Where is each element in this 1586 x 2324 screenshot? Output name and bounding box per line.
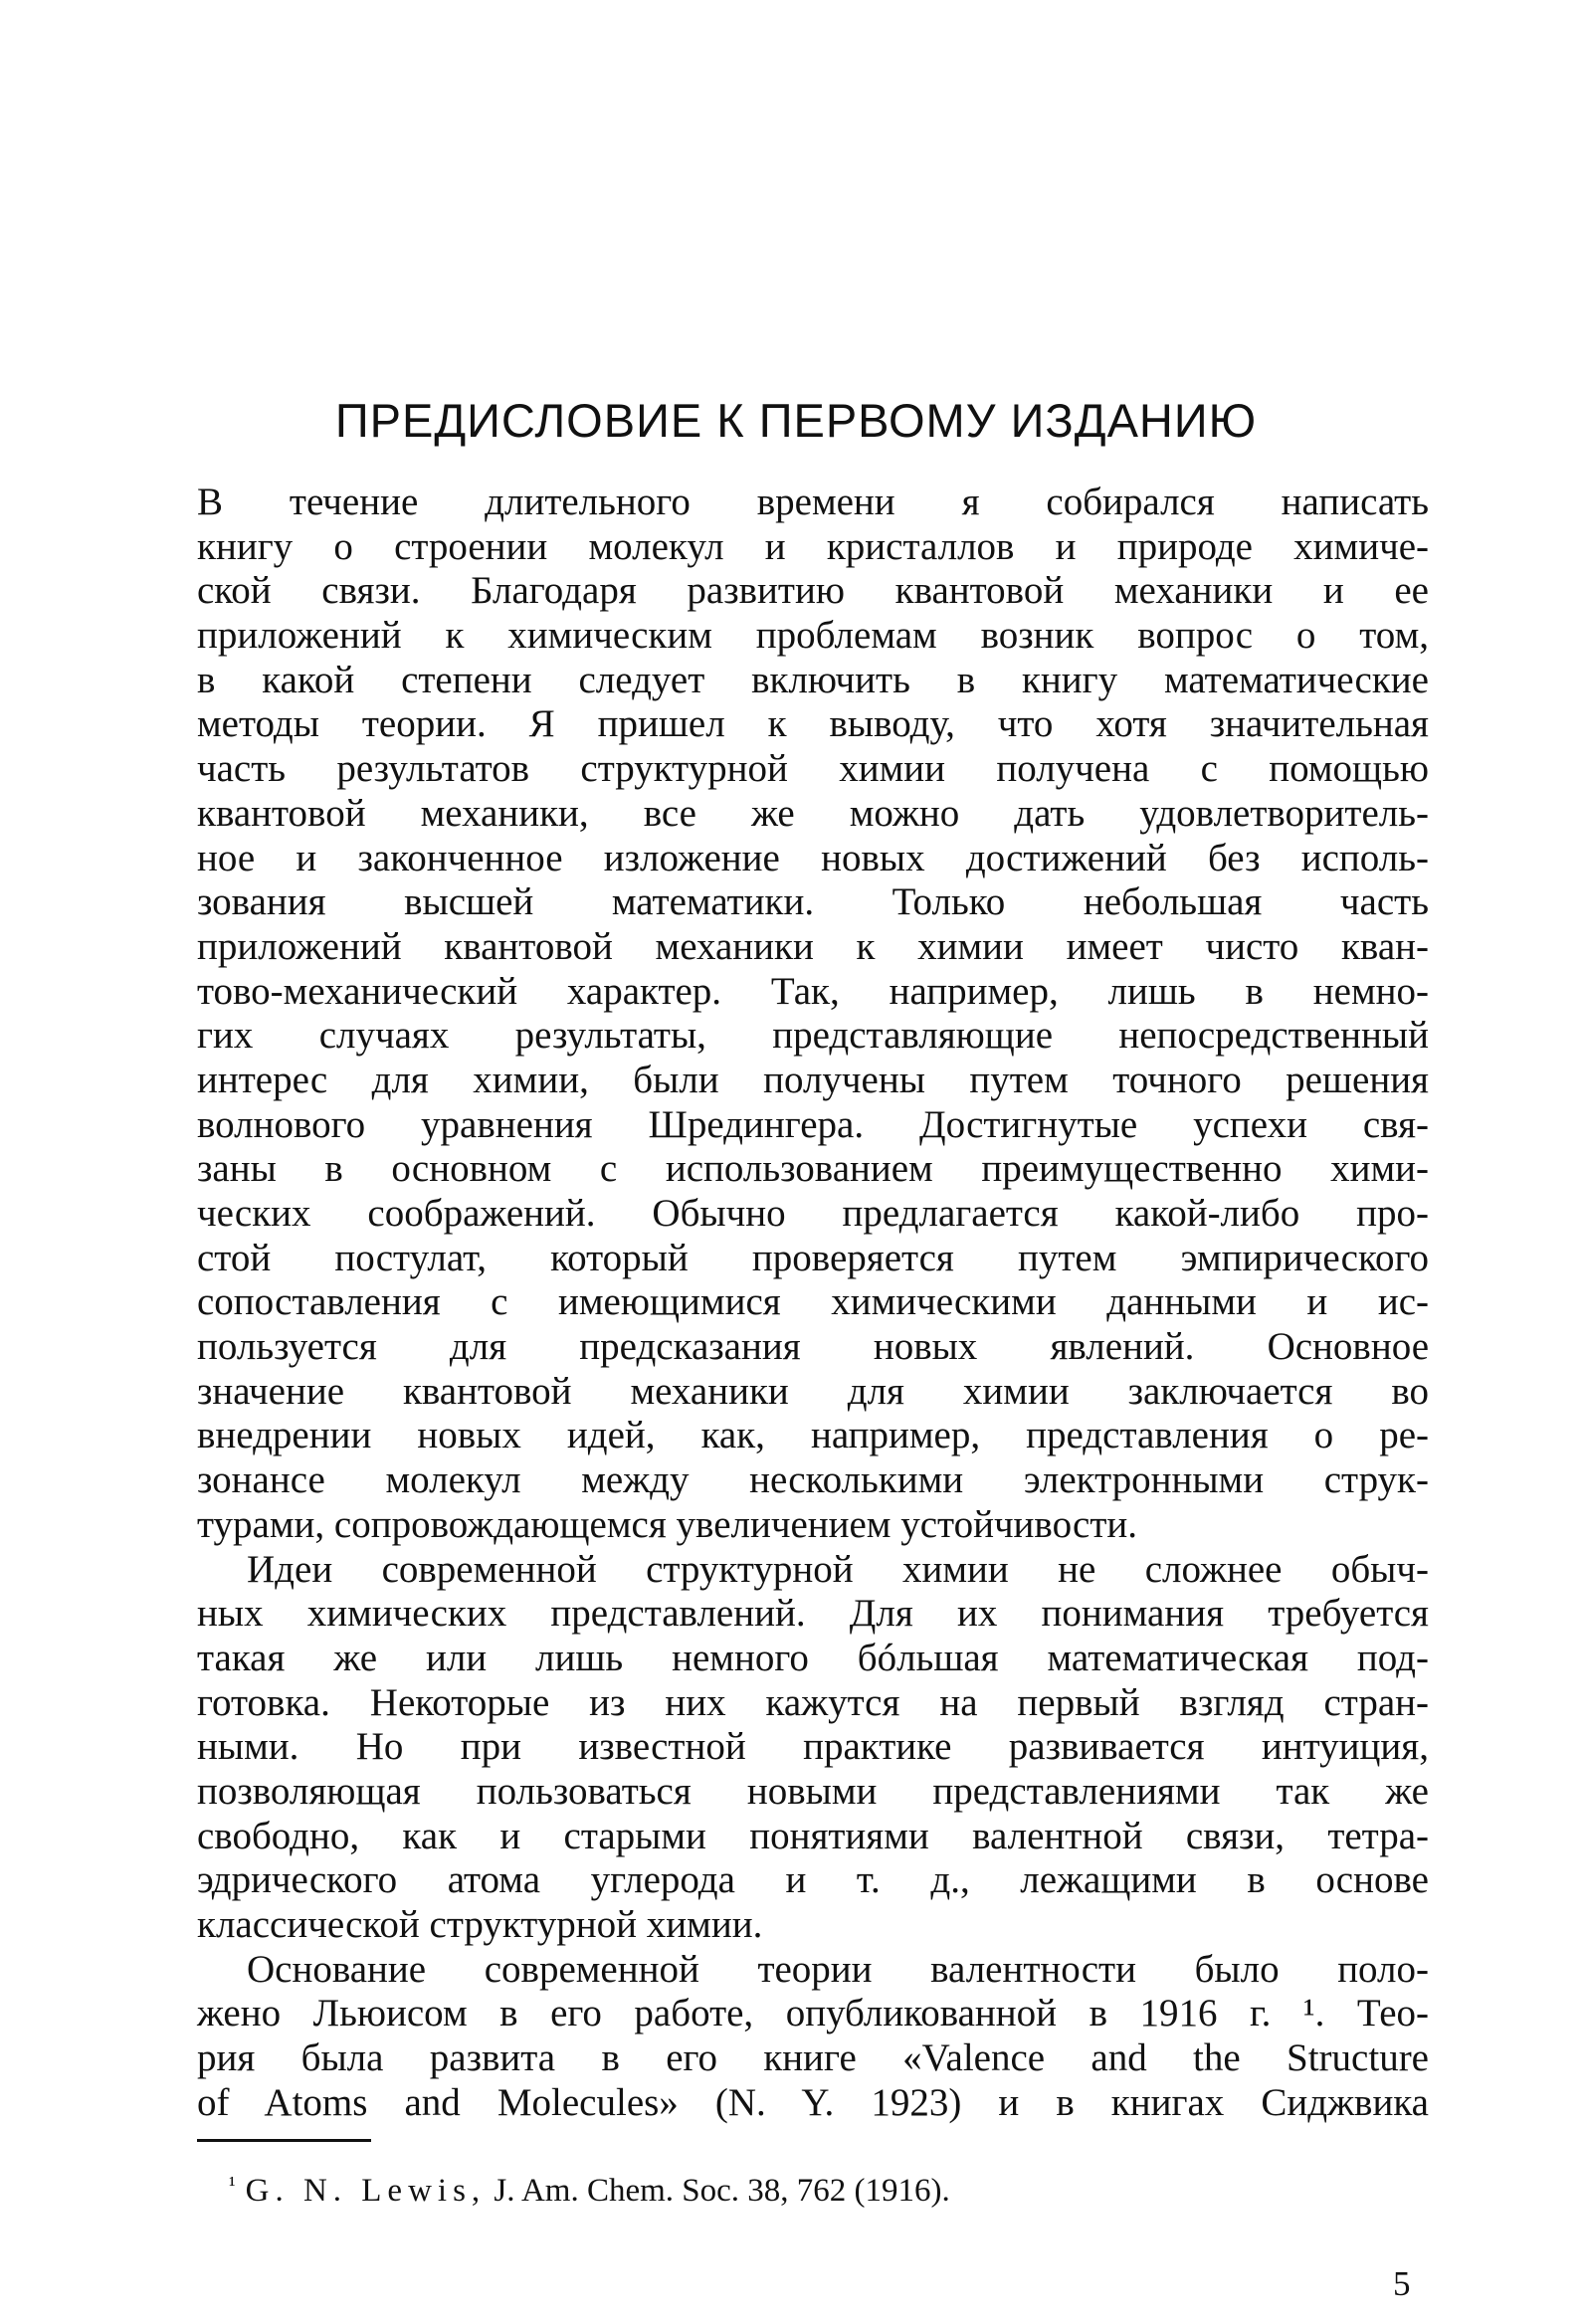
paragraph-3 [197, 1948, 1429, 2126]
text-line: позволяющая пользоваться новыми представлениями так же [197, 1769, 1429, 1813]
text-line: ской связи. Благодаря развитию квантовой механики и ее [197, 569, 1429, 613]
footnote-mark: ¹ [229, 2172, 236, 2197]
text-line: в какой степени следует включить в книгу математические [197, 658, 1429, 701]
footnote-citation: J. Am. Chem. Soc. 38, 762 (1916). [486, 2173, 950, 2209]
page-number: 5 [1393, 2264, 1411, 2303]
text-line: В течение длительного времени я собирался написать [197, 481, 1429, 523]
paragraph-1 [197, 481, 1429, 1548]
text-line: книгу о строении молекул и кристаллов и природе химиче- [197, 524, 1429, 568]
paragraph-2 [197, 1548, 1429, 1948]
text-line: турами, сопровождающемся увеличением устойчивости. [197, 1502, 1138, 1546]
text-line: зонансе молекул между несколькими электронными струк- [197, 1458, 1429, 1502]
text-line: значение квантовой механики для химии заключается во [197, 1369, 1429, 1413]
text-line: квантовой механики, все же можно дать удовлетворитель- [197, 791, 1429, 835]
page-title: ПРЕДИСЛОВИЕ К ПЕРВОМУ ИЗДАНИЮ [334, 394, 1258, 447]
text-line: приложений квантовой механики к химии имеет чисто кван- [197, 924, 1429, 968]
text-line: классической структурной химии. [197, 1903, 763, 1946]
text-line: внедрении новых идей, как, например, представления о ре- [197, 1414, 1429, 1457]
footnote [229, 2165, 950, 2211]
text-line: свободно, как и старыми понятиями валентной связи, тетра- [197, 1814, 1429, 1857]
footnote-author: G. N. Lewis, [245, 2173, 487, 2209]
text-line: пользуется для предсказания новых явлений. Основное [197, 1325, 1429, 1369]
text-line: волнового уравнения Шредингера. Достигнутые успехи свя- [197, 1102, 1429, 1146]
text-line: приложений к химическим проблемам возник вопрос о том, [197, 614, 1429, 658]
text-line: рия была развита в его книге «Valence and the Structure [197, 2036, 1429, 2080]
text-line: Основание современной теории валентности было поло- [247, 1947, 1429, 1991]
text-line: готовка. Некоторые из них кажутся на первый взгляд стран- [197, 1680, 1429, 1724]
text-line: жено Льюисом в его работе, опубликованной в 1916 г. ¹. Тео- [197, 1992, 1429, 2035]
text-line: Идеи современной структурной химии не сложнее обыч- [247, 1547, 1429, 1591]
text-line: зования высшей математики. Только небольшая часть [197, 880, 1429, 924]
text-line: методы теории. Я пришел к выводу, что хотя значительная [197, 702, 1429, 746]
text-line: эдрического атома углерода и т. д., лежащими в основе [197, 1858, 1429, 1902]
text-line: интерес для химии, были получены путем точного решения [197, 1058, 1429, 1101]
text-line: ческих соображений. Обычно предлагается какой-либо про- [197, 1192, 1429, 1235]
text-line: сопоставления с имеющимися химическими данными и ис- [197, 1280, 1429, 1324]
text-line: ных химических представлений. Для их понимания требуется [197, 1592, 1429, 1636]
text-line: ными. Но при известной практике развивается интуиция, [197, 1725, 1429, 1769]
text-line: ное и законченное изложение новых достижений без исполь- [197, 836, 1429, 879]
text-line: такая же или лишь немного бóльшая математическая под- [197, 1636, 1429, 1679]
text-line: часть результатов структурной химии получена с помощью [197, 747, 1429, 791]
text-line: тово-механический характер. Так, например, лишь в немно- [197, 969, 1429, 1013]
text-line: заны в основном с использованием преимущественно хими- [197, 1147, 1429, 1191]
footnote-divider [197, 2139, 371, 2142]
text-line: стой постулат, который проверяется путем эмпирического [197, 1236, 1429, 1279]
text-line: гих случаях результаты, представляющие непосредственный [197, 1014, 1429, 1058]
preface-body [197, 481, 1429, 2125]
text-line: of Atoms and Molecules» (N. Y. 1923) и в книгах Сиджвика [197, 2080, 1429, 2124]
